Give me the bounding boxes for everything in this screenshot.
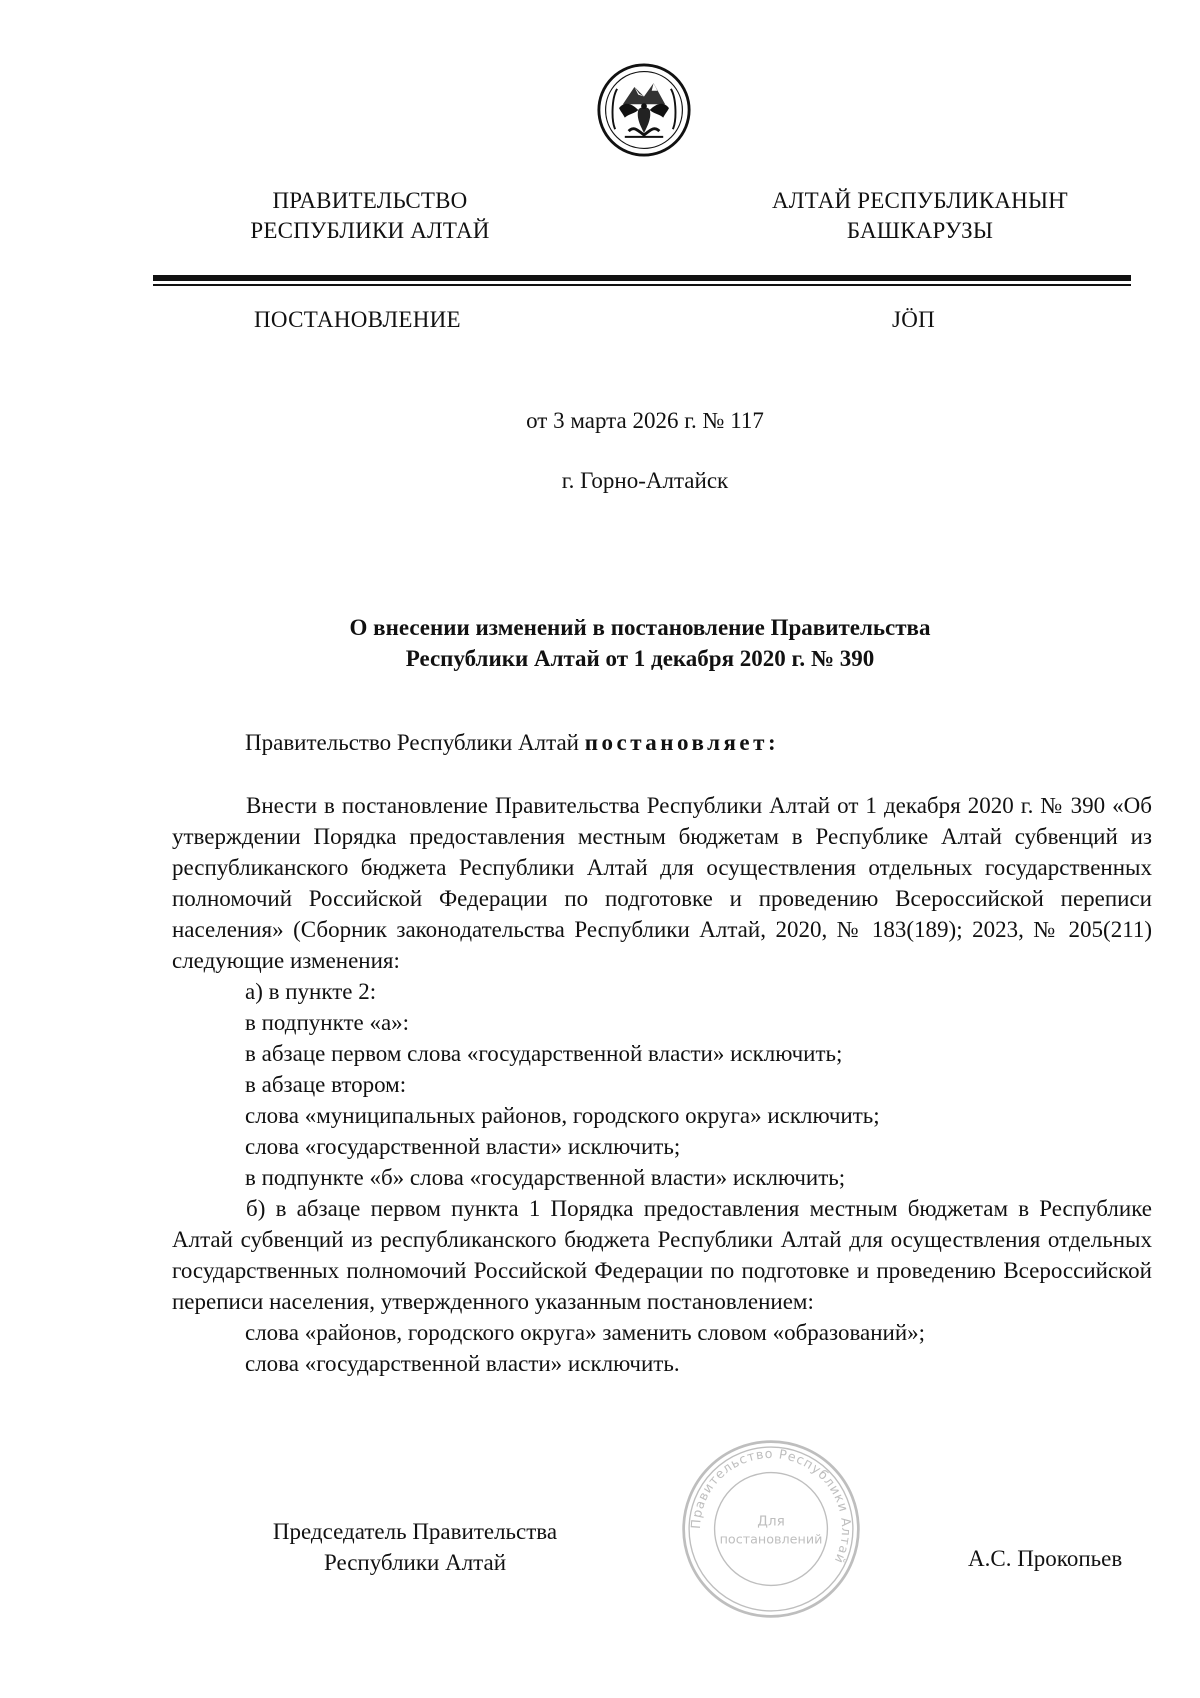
government-name-altai-line1: АЛТАЙ РЕСПУБЛИКАНЫҤ xyxy=(772,188,1068,213)
document-date-number: от 3 марта 2026 г. № 117 xyxy=(526,408,764,433)
signatory-name: А.С. Прокопьев xyxy=(968,1546,1123,1571)
body-line-b-1: слова «районов, городского округа» заменить словом «образований»; xyxy=(245,1320,926,1345)
preamble-text: Правительство Республики Алтай xyxy=(245,730,585,755)
stamp-center-line1: Для xyxy=(757,1513,785,1530)
official-stamp xyxy=(680,1438,862,1620)
document-title xyxy=(300,612,980,674)
signatory-position xyxy=(245,1516,585,1578)
preamble xyxy=(245,730,779,756)
stamp-center-line2: постановлений xyxy=(719,1532,823,1548)
body-paragraph-b: б) в абзаце первом пункта 1 Порядка предоставления местным бюджетам в Республике Алтай субвенций из республиканского бюджета Республики Алтай для осуществления отдельных государственных полномочий Российской Федерации по подготовке и проведению Всероссийской переписи населения, утвержденного указанным постановлением: xyxy=(172,1196,1152,1314)
document-body xyxy=(172,790,1152,1379)
preamble-emphasis: постановляет: xyxy=(584,730,780,755)
document-title-line1: О внесении изменений в постановление Правительства xyxy=(349,615,931,640)
body-line-a-7: в подпункте «б» слова «государственной власти» исключить; xyxy=(245,1165,846,1190)
body-line-a-4: в абзаце втором: xyxy=(245,1072,407,1097)
header-divider-thin xyxy=(153,284,1131,286)
body-line-a-5: слова «муниципальных районов, городского округа» исключить; xyxy=(245,1103,880,1128)
signatory-position-line2: Республики Алтай xyxy=(323,1550,507,1575)
body-line-a-1: а) в пункте 2: xyxy=(245,979,377,1004)
body-line-a-6: слова «государственной власти» исключить; xyxy=(245,1134,681,1159)
document-title-line2: Республики Алтай от 1 декабря 2020 г. № 390 xyxy=(405,646,875,671)
coat-of-arms-emblem xyxy=(596,62,692,158)
government-name-altai-line2: БАШКАРУЗЫ xyxy=(846,218,994,243)
body-line-a-3: в абзаце первом слова «государственной власти» исключить; xyxy=(245,1041,843,1066)
body-line-b-2: слова «государственной власти» исключить. xyxy=(245,1351,680,1376)
document-type-altai: JӦП xyxy=(892,307,936,332)
government-name-line1: ПРАВИТЕЛЬСТВО xyxy=(272,188,468,213)
signatory-position-line1: Председатель Правительства xyxy=(272,1519,558,1544)
header-divider-thick xyxy=(153,275,1131,281)
body-paragraph-main: Внести в постановление Правительства Республики Алтай от 1 декабря 2020 г. № 390 «Об утверждении Порядка предоставления местным бюджетам в Республике Алтай субвенций из республиканского бюджета Республики Алтай для осуществления отдельных государственных полномочий Российской Федерации по подготовке и проведению Всероссийской переписи населения» (Сборник законодательства Республики Алтай, 2020, № 183(189); 2023, № 205(211) следующие изменения: xyxy=(172,793,1152,973)
stamp-ring-text: Правительство Республики Алтай xyxy=(688,1446,854,1566)
government-name-russian xyxy=(240,186,500,246)
document-city: г. Горно-Алтайск xyxy=(561,468,729,493)
government-name-altai xyxy=(760,186,1080,246)
government-name-line2: РЕСПУБЛИКИ АЛТАЙ xyxy=(250,218,490,243)
document-type-russian: ПОСТАНОВЛЕНИЕ xyxy=(254,307,461,332)
body-line-a-2: в подпункте «а»: xyxy=(245,1010,410,1035)
